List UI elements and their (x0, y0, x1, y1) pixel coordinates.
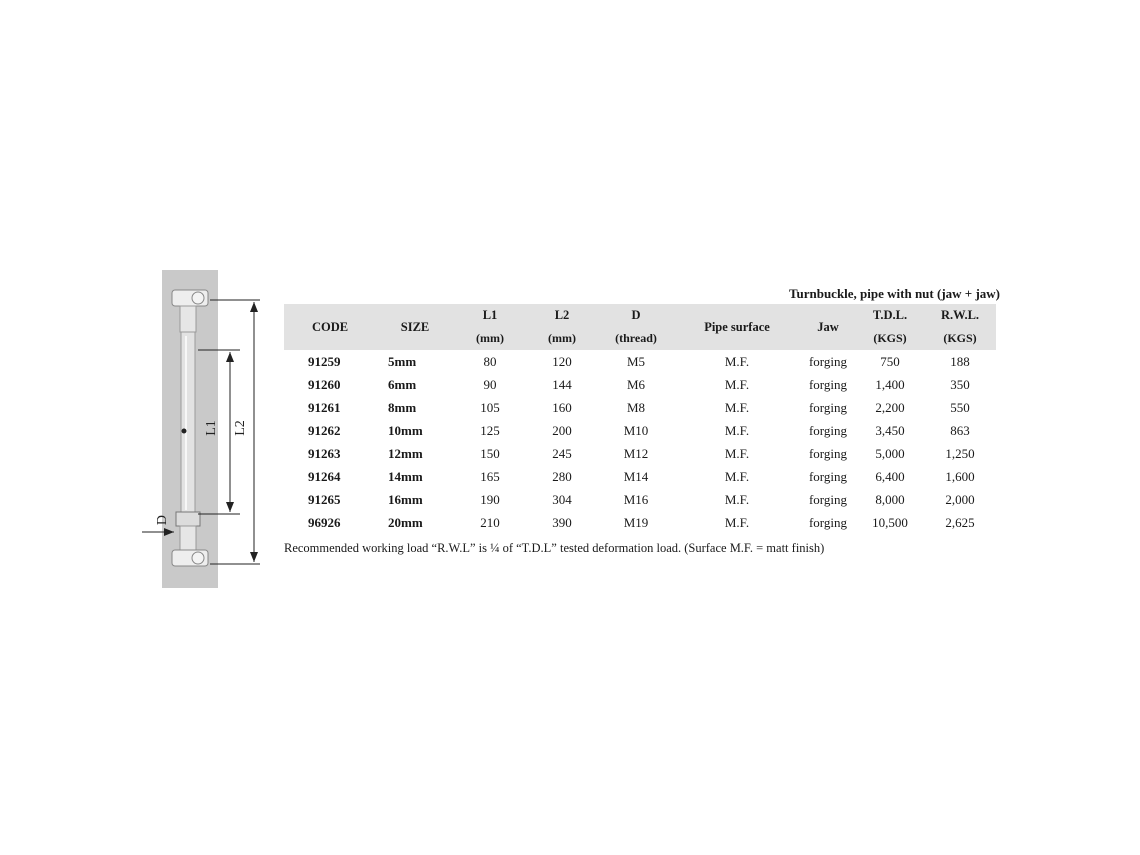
spec-table-container (284, 304, 996, 534)
cell-surface: M.F. (724, 514, 750, 530)
d-label: D (155, 514, 170, 526)
cell-l2: 390 (552, 514, 572, 530)
cell-surface: M.F. (724, 399, 750, 415)
cell-jaw: forging (808, 376, 848, 392)
cell-jaw: forging (808, 353, 848, 369)
header-l1: L1 (454, 304, 526, 327)
cell-rwl: 1,600 (945, 468, 975, 484)
header-d-unit: (thread) (598, 327, 674, 350)
cell-rwl: 550 (950, 399, 970, 415)
cell-jaw: forging (808, 468, 848, 484)
cell-surface: M.F. (724, 422, 750, 438)
cell-size: 10mm (388, 422, 423, 438)
cell-l2: 304 (552, 491, 572, 507)
cell-jaw: forging (808, 445, 848, 461)
cell-surface: M.F. (724, 491, 750, 507)
cell-rwl: 188 (950, 353, 970, 369)
cell-tdl: 1,400 (875, 376, 905, 392)
cell-code: 91261 (308, 399, 341, 415)
cell-rwl: 1,250 (945, 445, 975, 461)
header-rwl-unit: (KGS) (924, 327, 996, 350)
cell-d: M19 (623, 514, 649, 530)
header-code: CODE (284, 304, 376, 350)
cell-size: 8mm (388, 399, 417, 415)
cell-rwl: 2,000 (945, 491, 975, 507)
header-rwl: R.W.L. (924, 304, 996, 327)
cell-l1: 150 (480, 445, 500, 461)
table-row (284, 419, 996, 442)
header-tdl-unit: (KGS) (856, 327, 924, 350)
cell-surface: M.F. (724, 445, 750, 461)
table-row (284, 465, 996, 488)
cell-l2: 144 (552, 376, 572, 392)
cell-code: 91260 (308, 376, 341, 392)
cell-code: 91259 (308, 353, 341, 369)
cell-rwl: 2,625 (945, 514, 975, 530)
cell-size: 16mm (388, 491, 423, 507)
table-row (284, 350, 996, 373)
nut (176, 512, 200, 526)
header-l2: L2 (526, 304, 598, 327)
cell-surface: M.F. (724, 376, 750, 392)
cell-tdl: 6,400 (875, 468, 905, 484)
cell-rwl: 863 (950, 422, 970, 438)
cell-code: 91264 (308, 468, 341, 484)
cell-l2: 120 (552, 353, 572, 369)
cell-l2: 280 (552, 468, 572, 484)
cell-l1: 165 (480, 468, 500, 484)
header-jaw: Jaw (800, 304, 856, 350)
l2-label: L2 (233, 420, 248, 436)
header-pipe-surface: Pipe surface (674, 304, 800, 350)
cell-jaw: forging (808, 399, 848, 415)
cell-d: M10 (623, 422, 649, 438)
cell-size: 6mm (388, 376, 417, 392)
cell-l1: 210 (480, 514, 500, 530)
cell-code: 91262 (308, 422, 341, 438)
cell-d: M8 (626, 399, 646, 415)
cell-d: M16 (623, 491, 649, 507)
cell-d: M14 (623, 468, 649, 484)
cell-surface: M.F. (724, 353, 750, 369)
cell-tdl: 5,000 (875, 445, 905, 461)
table-title: Turnbuckle, pipe with nut (jaw + jaw) (789, 286, 1000, 301)
cell-size: 5mm (388, 353, 417, 369)
spec-table (284, 304, 996, 534)
cell-size: 20mm (388, 514, 423, 530)
cell-surface: M.F. (724, 468, 750, 484)
cell-tdl: 3,450 (875, 422, 905, 438)
cell-tdl: 2,200 (875, 399, 905, 415)
pipe-body (181, 332, 195, 514)
cell-l2: 200 (552, 422, 572, 438)
table-row (284, 442, 996, 465)
cell-l1: 125 (480, 422, 500, 438)
cell-l2: 160 (552, 399, 572, 415)
cell-jaw: forging (808, 514, 848, 530)
header-size: SIZE (376, 304, 454, 350)
header-d: D (598, 304, 674, 327)
cell-d: M12 (623, 445, 649, 461)
header-l1-unit: (mm) (454, 327, 526, 350)
l1-label: L1 (204, 420, 219, 436)
cell-tdl: 8,000 (875, 491, 905, 507)
cell-l1: 105 (480, 399, 500, 415)
cell-code: 91263 (308, 445, 341, 461)
cell-l2: 245 (552, 445, 572, 461)
turnbuckle-figure (140, 268, 270, 590)
table-row (284, 373, 996, 396)
cell-tdl: 750 (880, 353, 900, 369)
cell-code: 91265 (308, 491, 341, 507)
cell-rwl: 350 (950, 376, 970, 392)
cell-l1: 90 (483, 376, 497, 392)
cell-tdl: 10,500 (872, 514, 908, 530)
header-tdl: T.D.L. (856, 304, 924, 327)
cell-size: 12mm (388, 445, 423, 461)
turnbuckle-diagram (140, 268, 270, 590)
table-row (284, 488, 996, 511)
cell-d: M5 (626, 353, 646, 369)
footnote: Recommended working load “R.W.L” is ¼ of “T.D.L” tested deformation load. (Surface M.F. = matt finish) (284, 541, 825, 555)
header-row (284, 304, 996, 327)
table-row (284, 511, 996, 534)
cell-d: M6 (626, 376, 646, 392)
cell-l1: 190 (480, 491, 500, 507)
header-l2-unit: (mm) (526, 327, 598, 350)
cell-jaw: forging (808, 422, 848, 438)
cell-code: 96926 (308, 514, 341, 530)
cell-jaw: forging (808, 491, 848, 507)
cell-size: 14mm (388, 468, 423, 484)
cell-l1: 80 (483, 353, 497, 369)
table-row (284, 396, 996, 419)
